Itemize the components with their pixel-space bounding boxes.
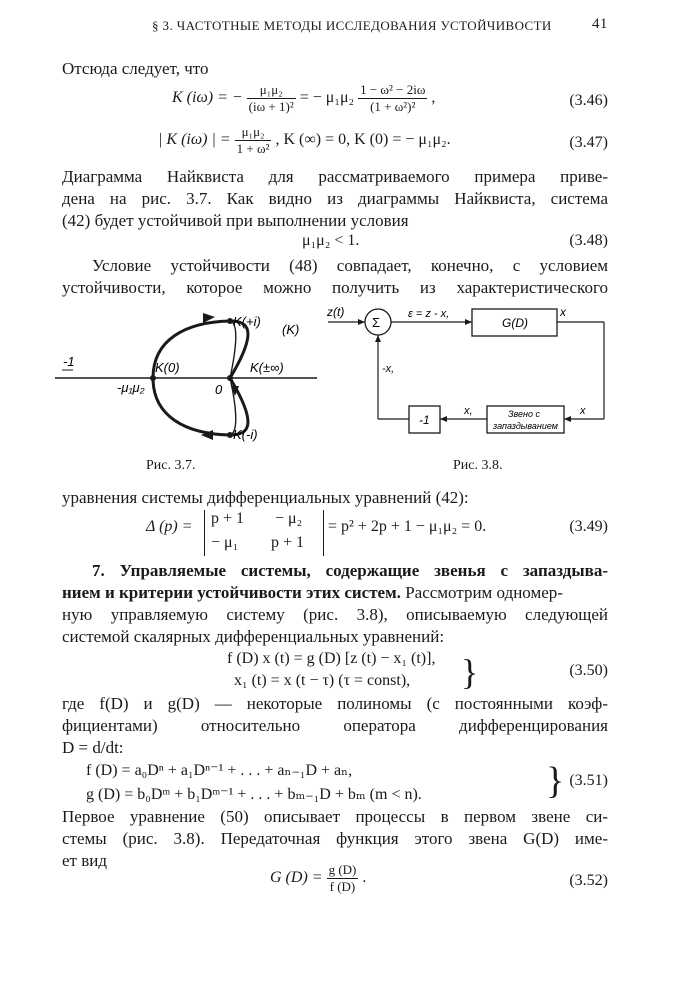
label-mu: -μ₁μ₂ <box>117 380 145 395</box>
eq346-frac2 <box>358 82 427 115</box>
label-x-right: x <box>580 405 586 417</box>
eq351-brace: } <box>546 760 565 802</box>
eq351-number: (3.51) <box>569 772 608 789</box>
label-k0: K(0) <box>155 360 180 375</box>
eq352-num: g (D) <box>328 862 357 877</box>
figure-3-7 <box>55 300 320 450</box>
fig38-caption: Рис. 3.8. <box>453 458 503 473</box>
equation-3-47 <box>158 124 451 157</box>
figure-3-8 <box>322 298 612 448</box>
para5-line3: ет вид <box>62 851 107 870</box>
eq351-line1: f (D) = a₀Dⁿ + a₁Dⁿ⁻¹ + . . . + aₙ₋₁D + aₙ, <box>86 762 353 779</box>
label-zero: 0 <box>215 382 223 397</box>
eq352-tail: . <box>362 869 367 887</box>
label-x1: x, <box>464 405 473 417</box>
section7-title-line1: 7. Управляемые системы, содержащие звенья с запаздыва- <box>92 561 608 580</box>
eq350-number: (3.50) <box>569 662 608 679</box>
para3: уравнения системы дифференциальных уравнений (42): <box>62 488 469 507</box>
label-gain: -1 <box>419 413 430 427</box>
eq351-line2: g (D) = b₀Dᵐ + b₁Dᵐ⁻¹ + . . . + bₘ₋₁D + bₘ (m < n). <box>86 786 422 803</box>
eq346-frac2-num: 1 − ω² − 2iω <box>360 82 426 97</box>
eq346-frac1 <box>247 82 296 115</box>
error-arrow <box>465 319 472 325</box>
label-x-out: x <box>560 305 566 319</box>
label-input: z(t) <box>327 305 345 319</box>
para5-line2: стемы (рис. 3.8). Передаточная функция этого звена G(D) име- <box>62 829 608 848</box>
label-feedback: -x, <box>382 363 395 375</box>
label-kmi: K(-i) <box>233 427 258 442</box>
label-delay-1: Звено с <box>508 409 540 419</box>
eq349-number: (3.49) <box>569 518 608 535</box>
eq350-brace: } <box>461 652 479 692</box>
eq347-tail: , K (∞) = 0, K (0) = − μ₁μ₂. <box>275 131 451 149</box>
eq349-rhs: = p² + 2p + 1 − μ₁μ₂ = 0. <box>328 518 487 535</box>
eq347-frac <box>235 124 272 157</box>
eq352-den: f (D) <box>329 879 356 894</box>
equation-3-48: μ₁μ₂ < 1. <box>302 232 360 249</box>
eq346-frac1-den: (iω + 1)² <box>248 99 294 114</box>
det-m12: − μ₂ <box>275 510 303 527</box>
label-delay-2: запаздыванием <box>493 421 558 431</box>
label-kset: (K) <box>282 322 300 337</box>
para1-line3: (42) будет устойчивой при выполнении условия <box>62 211 409 230</box>
label-block-g: G(D) <box>502 316 528 330</box>
eq352-lhs: G (D) = <box>270 869 323 887</box>
label-kinf: K(±∞) <box>250 360 284 375</box>
eq347-frac-den: 1 + ω² <box>236 141 270 156</box>
feedback-arrow <box>375 335 381 342</box>
eq346-frac2-den: (1 + ω²)² <box>370 99 416 114</box>
eq352-number: (3.52) <box>569 872 608 889</box>
intro-text: Отсюда следует, что <box>62 59 209 78</box>
to-delay-arrow <box>564 416 571 422</box>
section7-line4: системой скалярных дифференциальных уравнений: <box>62 627 445 646</box>
section7-title-line2: нием и критерии устойчивости этих систем. <box>62 583 401 602</box>
eq349-lhs <box>146 518 193 536</box>
para1-line1: Диаграмма Найквиста для рассматриваемого примера приве- <box>62 167 608 186</box>
eq346-mid: = − μ₁μ₂ <box>299 89 355 107</box>
to-gain-arrow <box>440 416 447 422</box>
label-kpi: K(+i) <box>233 314 261 329</box>
eq350-line2: x₁ (t) = x (t − τ) (τ = const), <box>234 672 411 689</box>
equation-3-52 <box>270 862 366 895</box>
section7-line2 <box>62 582 563 604</box>
eq349-lhs-text: Δ (p) = <box>146 518 193 535</box>
label-minus-one: -1 <box>63 354 75 369</box>
para4-line3: D = d/dt: <box>62 738 124 757</box>
eq346-number: (3.46) <box>569 92 608 109</box>
eq346-lhs: K (iω) = − <box>172 89 243 107</box>
det-m21: − μ₁ <box>211 534 239 551</box>
para5-line1: Первое уравнение (50) описывает процессы в первом звене си- <box>62 807 608 826</box>
para4-line1: где f(D) и g(D) — некоторые полиномы (с постоянными коэф- <box>62 694 608 713</box>
eq347-frac-num: μ₁μ₂ <box>235 124 272 141</box>
equation-3-46 <box>172 82 435 115</box>
eq347-lhs: | K (iω) | = <box>158 131 231 149</box>
section7-line3: ную управляемую систему (рис. 3.8), описываемую следующей <box>62 605 608 624</box>
para2-line2: устойчивости, которое можно получить из характеристического <box>62 278 608 297</box>
para2-line1: Условие устойчивости (48) совпадает, конечно, с условием <box>92 256 608 275</box>
fig37-caption: Рис. 3.7. <box>146 458 196 473</box>
point-kinf <box>227 375 233 381</box>
point-k0 <box>150 375 156 381</box>
para4-line2: фициентами) относительно оператора дифференцирования <box>62 716 608 735</box>
det-m11: p + 1 <box>211 510 245 527</box>
running-header: § 3. ЧАСТОТНЫЕ МЕТОДЫ ИССЛЕДОВАНИЯ УСТОЙЧИВОСТИ <box>152 18 552 33</box>
eq346-tail: , <box>431 89 436 107</box>
eq347-number: (3.47) <box>569 134 608 151</box>
section7-line2-rest: Рассмотрим одномер- <box>400 583 563 602</box>
label-error: ε = z - x, <box>408 308 450 320</box>
eq350-line1: f (D) x (t) = g (D) [z (t) − x₁ (t)], <box>227 650 436 667</box>
determinant <box>204 510 324 556</box>
page-number: 41 <box>592 16 608 32</box>
eq346-frac1-num: μ₁μ₂ <box>247 82 296 99</box>
para1-line2: дена на рис. 3.7. Как видно из диаграммы Найквиста, система <box>62 189 608 208</box>
eq348-number: (3.48) <box>569 232 608 249</box>
input-arrow <box>358 319 365 325</box>
det-m22: p + 1 <box>271 534 305 551</box>
eq352-frac <box>327 862 359 895</box>
label-sum: Σ <box>372 315 381 330</box>
